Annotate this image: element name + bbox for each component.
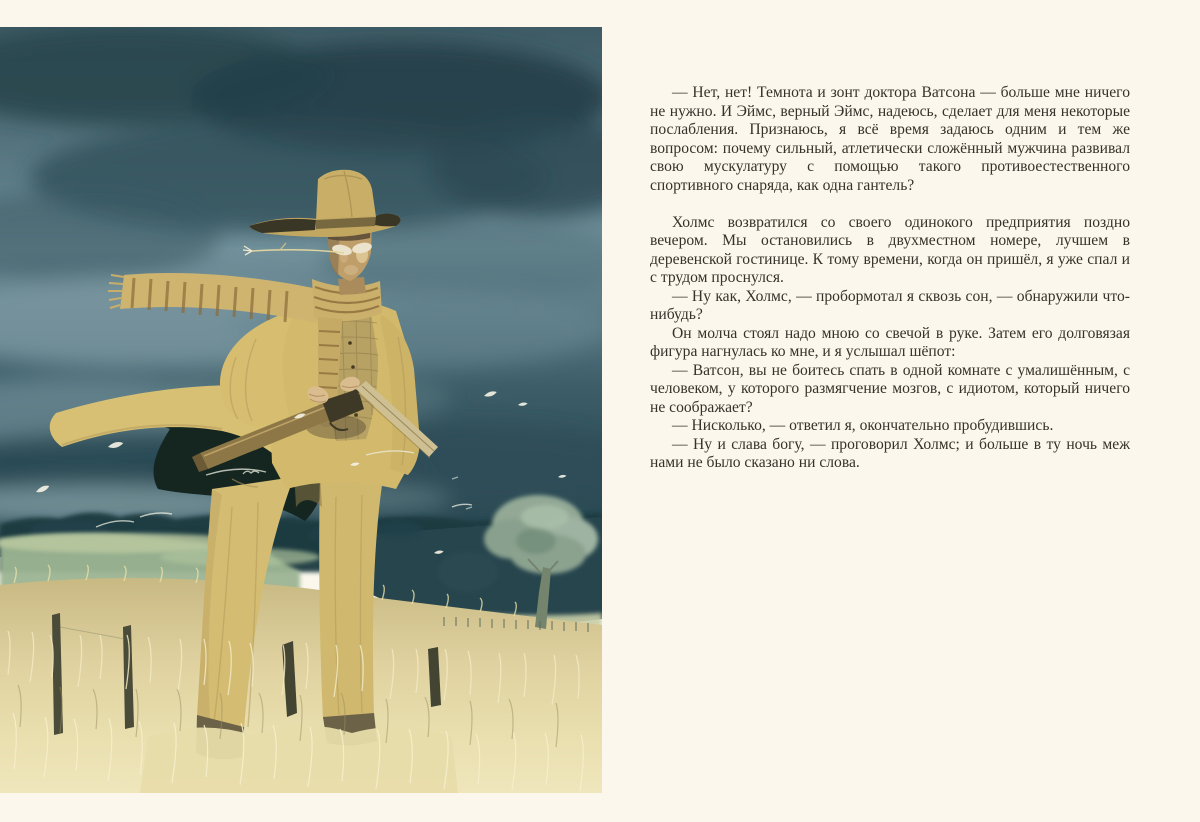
book-illustration	[0, 27, 602, 793]
story-paragraph: Он молча стоял надо мною со свечой в руке. Затем его долговязая фигура нагнулась ко мне, и я услышал шёпот:	[650, 324, 1130, 360]
story-paragraph: Холмс возвратился со своего одинокого предприятия поздно вечером. Мы остановились в двухместном номере, лучшем в деревенской гостинице. К тому времени, когда он пришёл, я уже спал и с трудом проснулся.	[650, 213, 1130, 286]
story-paragraph: — Нисколько, — ответил я, окончательно пробудившись.	[672, 417, 1054, 434]
story-paragraph: — Ну и слава богу, — проговорил Холмс; и больше в ту ночь меж нами не было сказано ни слова.	[650, 435, 1130, 471]
story-paragraph: — Нет, нет! Темнота и зонт доктора Ватсона — больше мне ничего не нужно. И Эймс, верный Эймс, надеюсь, сделает для меня некоторые послабления. Признаюсь, я всё время задаюсь одним и тем же вопросом: почему сильный, атлетически сложённый мужчина развивал свою мускулатуру с помощью такого противоестественного спортивного снаряда, как одна гантель?	[650, 84, 1130, 194]
illustration-canvas	[0, 27, 602, 793]
page-text	[650, 84, 1130, 473]
story-paragraph: — Ватсон, вы не боитесь спать в одной комнате с умалишённым, с человеком, у которого размягчение мозгов, с идиотом, который ничего не соображает?	[650, 361, 1130, 416]
story-paragraph: — Ну как, Холмс, — пробормотал я сквозь сон, — обнаружили что-нибудь?	[650, 287, 1130, 323]
story-paragraphs	[650, 84, 1130, 473]
